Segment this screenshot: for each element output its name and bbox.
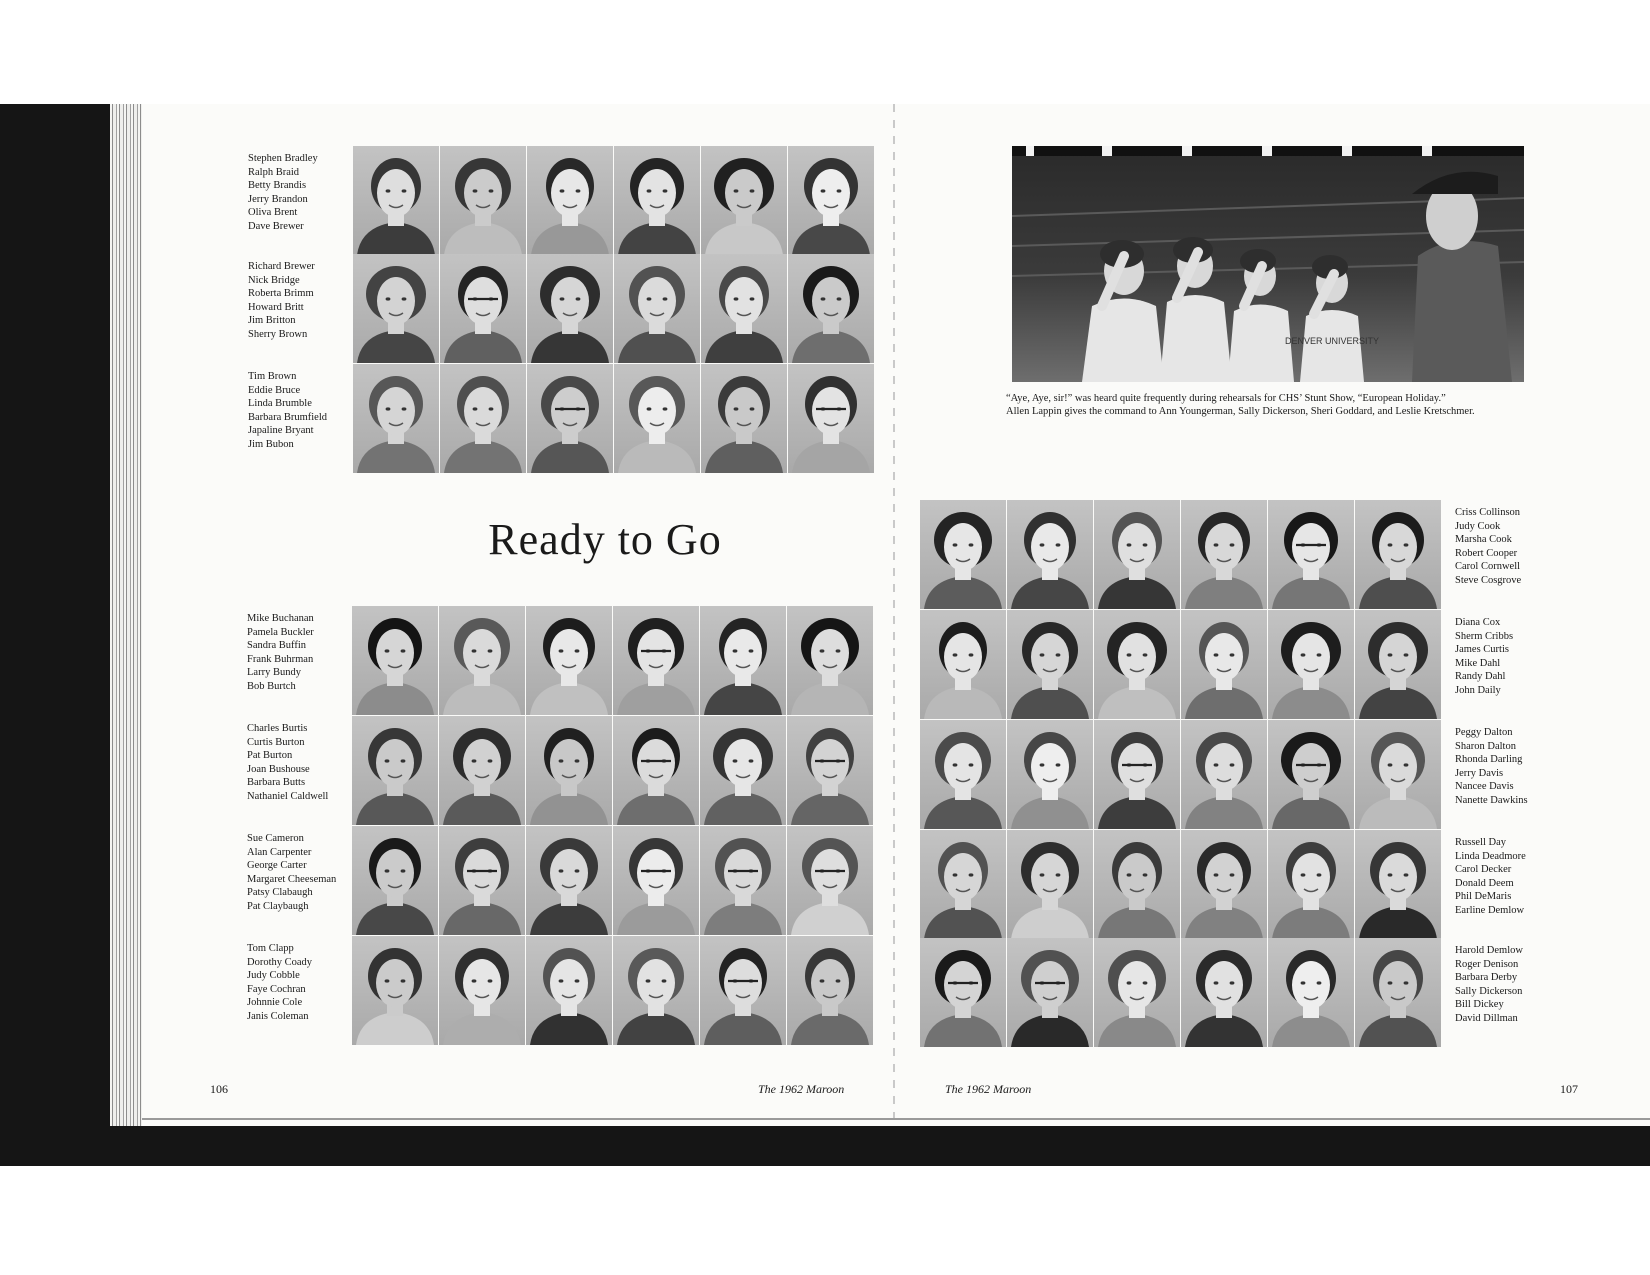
student-portrait: [701, 254, 787, 363]
portrait-row: [352, 826, 874, 935]
book-gutter: [893, 104, 895, 1126]
student-name: Bill Dickey: [1455, 999, 1504, 1011]
student-portrait: [526, 606, 612, 715]
student-portrait: [527, 146, 613, 255]
student-portrait: [1355, 830, 1441, 939]
student-name: Judy Cobble: [247, 970, 300, 982]
name-list: [248, 152, 348, 234]
student-name: Harold Demlow: [1455, 945, 1523, 956]
student-portrait: [353, 254, 439, 363]
student-name: Ralph Braid: [248, 166, 300, 178]
student-portrait: [1268, 610, 1354, 719]
student-portrait: [920, 610, 1006, 719]
student-name: James Curtis: [1455, 644, 1509, 656]
student-portrait: [700, 936, 786, 1045]
name-list: [248, 260, 348, 342]
student-portrait: [1094, 610, 1180, 719]
page-headline: Ready to Go: [488, 515, 722, 564]
sweatshirt-lettering: DENVER UNIVERSITY: [1284, 336, 1380, 346]
student-portrait: [1094, 720, 1180, 829]
student-name: Charles Burtis: [247, 723, 308, 734]
portrait-row: [920, 500, 1442, 609]
student-name: Jim Britton: [248, 315, 296, 327]
student-name: Nathaniel Caldwell: [247, 790, 329, 802]
student-name: Linda Brumble: [248, 398, 312, 410]
student-name: Barbara Derby: [1455, 972, 1518, 984]
student-name: Johnnie Cole: [247, 997, 303, 1009]
student-portrait: [1268, 938, 1354, 1047]
student-portrait: [352, 716, 438, 825]
student-name: Margaret Cheeseman: [247, 873, 337, 885]
student-name: Donald Deem: [1455, 877, 1514, 889]
running-title: The 1962 Maroon: [945, 1082, 1032, 1096]
student-portrait: [1094, 500, 1180, 609]
student-portrait: [1094, 830, 1180, 939]
student-name: Diana Cox: [1455, 617, 1501, 628]
student-name: Phil DeMaris: [1455, 891, 1512, 903]
student-portrait: [614, 254, 700, 363]
student-name: Sue Cameron: [247, 833, 304, 844]
portrait-row: [352, 936, 874, 1045]
name-list: [1455, 506, 1555, 588]
portrait-row: [353, 364, 875, 473]
student-name: Nick Bridge: [248, 274, 300, 286]
student-portrait: [352, 826, 438, 935]
student-portrait: [700, 826, 786, 935]
student-name: Bob Burtch: [247, 680, 296, 692]
student-portrait: [439, 936, 525, 1045]
student-name: Sally Dickerson: [1455, 985, 1523, 997]
portrait-row: [353, 254, 875, 363]
student-portrait: [353, 146, 439, 255]
student-name: Steve Cosgrove: [1455, 574, 1522, 586]
student-portrait: [613, 826, 699, 935]
student-name: Robert Cooper: [1455, 547, 1518, 559]
student-name: Jim Bubon: [248, 438, 294, 450]
portrait-row: [920, 830, 1442, 939]
student-portrait: [1181, 830, 1267, 939]
student-portrait: [1007, 500, 1093, 609]
student-portrait: [526, 826, 612, 935]
student-portrait: [1355, 938, 1441, 1047]
student-name: Pamela Buckler: [247, 626, 314, 638]
portrait-row: [920, 720, 1442, 829]
student-portrait: [352, 936, 438, 1045]
student-name: John Daily: [1455, 684, 1501, 696]
name-list: [1455, 726, 1555, 808]
portrait-row: [352, 716, 874, 825]
student-name: Randy Dahl: [1455, 671, 1506, 683]
student-name: Sherm Cribbs: [1455, 630, 1514, 642]
student-portrait: [352, 606, 438, 715]
student-portrait: [1181, 610, 1267, 719]
student-portrait: [1181, 938, 1267, 1047]
student-portrait: [787, 936, 873, 1045]
student-portrait: [1355, 720, 1441, 829]
student-portrait: [920, 938, 1006, 1047]
student-portrait: [527, 364, 613, 473]
student-name: Dave Brewer: [248, 220, 304, 232]
student-portrait: [439, 826, 525, 935]
name-list: [247, 832, 347, 914]
student-portrait: [526, 716, 612, 825]
portrait-row: [352, 606, 874, 715]
student-portrait: [1007, 830, 1093, 939]
student-name: Tom Clapp: [247, 943, 294, 954]
student-name: Jerry Brandon: [248, 193, 308, 205]
name-list: [247, 722, 347, 804]
student-name: Mike Buchanan: [247, 613, 314, 624]
student-portrait: [788, 254, 874, 363]
student-name: Richard Brewer: [248, 261, 315, 272]
student-portrait: [439, 716, 525, 825]
student-name: Sherry Brown: [248, 328, 308, 340]
student-name: Nanette Dawkins: [1455, 794, 1528, 806]
student-name: Frank Buhrman: [247, 653, 314, 665]
student-portrait: [700, 716, 786, 825]
student-name: Jerry Davis: [1455, 767, 1504, 779]
student-name: Eddie Bruce: [248, 384, 301, 396]
student-name: Rhonda Darling: [1455, 754, 1523, 766]
student-portrait: [526, 936, 612, 1045]
student-name: Pat Claybaugh: [247, 900, 309, 912]
student-portrait: [701, 146, 787, 255]
student-portrait: [920, 830, 1006, 939]
student-portrait: [787, 716, 873, 825]
student-portrait: [1181, 720, 1267, 829]
stunt-show-photo: [1012, 146, 1524, 382]
page-number: 106: [210, 1082, 228, 1096]
student-portrait: [1094, 938, 1180, 1047]
student-portrait: [353, 364, 439, 473]
student-name: George Carter: [247, 860, 307, 872]
name-list: [1455, 836, 1555, 918]
student-portrait: [787, 826, 873, 935]
student-portrait: [614, 146, 700, 255]
student-portrait: [788, 146, 874, 255]
student-portrait: [787, 606, 873, 715]
student-portrait: [788, 364, 874, 473]
student-portrait: [1355, 610, 1441, 719]
student-portrait: [1007, 938, 1093, 1047]
student-name: Mike Dahl: [1455, 657, 1501, 669]
student-name: Janis Coleman: [247, 1010, 309, 1022]
student-portrait: [920, 720, 1006, 829]
student-name: Curtis Burton: [247, 736, 305, 748]
student-name: Betty Brandis: [248, 180, 307, 192]
student-portrait: [613, 606, 699, 715]
name-list: [1455, 616, 1555, 698]
student-portrait: [701, 364, 787, 473]
student-portrait: [1181, 500, 1267, 609]
student-name: Roberta Brimm: [248, 288, 314, 300]
student-name: Sharon Dalton: [1455, 740, 1516, 752]
student-portrait: [1355, 500, 1441, 609]
student-name: Criss Collinson: [1455, 507, 1521, 518]
book-page-edges: [110, 104, 142, 1126]
student-name: David Dillman: [1455, 1012, 1518, 1024]
student-name: Japaline Bryant: [248, 425, 314, 437]
student-name: Stephen Bradley: [248, 153, 318, 164]
portrait-row: [353, 146, 875, 255]
student-name: Howard Britt: [248, 301, 304, 313]
student-name: Dorothy Coady: [247, 956, 313, 968]
student-name: Peggy Dalton: [1455, 727, 1513, 738]
student-name: Pat Burton: [247, 750, 293, 762]
portrait-row: [920, 938, 1442, 1047]
name-list: [248, 370, 348, 452]
stunt-show-illustration: [1012, 146, 1524, 382]
name-list: [247, 942, 347, 1024]
running-title: The 1962 Maroon: [758, 1082, 845, 1096]
student-portrait: [1007, 720, 1093, 829]
student-name: Russell Day: [1455, 837, 1507, 848]
student-name: Carol Cornwell: [1455, 561, 1521, 573]
student-name: Tim Brown: [248, 371, 297, 382]
name-list: [247, 612, 347, 694]
student-portrait: [439, 606, 525, 715]
caption-line: Allen Lappin gives the command to Ann Youngerman, Sally Dickerson, Sheri Goddard, and Leslie Kretschmer.: [1006, 406, 1475, 417]
student-portrait: [613, 716, 699, 825]
student-portrait: [527, 254, 613, 363]
student-name: Barbara Brumfield: [248, 411, 328, 423]
student-portrait: [1268, 830, 1354, 939]
student-name: Larry Bundy: [247, 667, 301, 679]
student-name: Nancee Davis: [1455, 781, 1514, 793]
student-name: Carol Decker: [1455, 864, 1512, 876]
student-name: Earline Demlow: [1455, 904, 1525, 916]
student-name: Barbara Butts: [247, 777, 306, 789]
student-portrait: [700, 606, 786, 715]
page-number: 107: [1560, 1082, 1578, 1096]
student-name: Faye Cochran: [247, 983, 306, 995]
student-name: Alan Carpenter: [247, 846, 312, 858]
name-list: [1455, 944, 1555, 1026]
student-portrait: [920, 500, 1006, 609]
student-portrait: [1268, 720, 1354, 829]
student-name: Roger Denison: [1455, 958, 1519, 970]
student-portrait: [440, 364, 526, 473]
student-name: Patsy Clabaugh: [247, 887, 313, 899]
portrait-row: [920, 610, 1442, 719]
caption-line: “Aye, Aye, sir!” was heard quite frequently during rehearsals for CHS’ Stunt Show, “European Holiday.”: [1006, 393, 1446, 404]
page-bottom-edge: [142, 1118, 1650, 1120]
photo-caption: [1006, 392, 1530, 418]
student-name: Sandra Buffin: [247, 640, 307, 652]
student-portrait: [1007, 610, 1093, 719]
student-name: Oliva Brent: [248, 207, 298, 219]
student-portrait: [440, 254, 526, 363]
student-portrait: [440, 146, 526, 255]
student-name: Linda Deadmore: [1455, 850, 1526, 862]
student-portrait: [1268, 500, 1354, 609]
student-name: Judy Cook: [1455, 520, 1501, 532]
student-name: Joan Bushouse: [247, 763, 310, 775]
student-portrait: [613, 936, 699, 1045]
student-name: Marsha Cook: [1455, 534, 1512, 546]
student-portrait: [614, 364, 700, 473]
